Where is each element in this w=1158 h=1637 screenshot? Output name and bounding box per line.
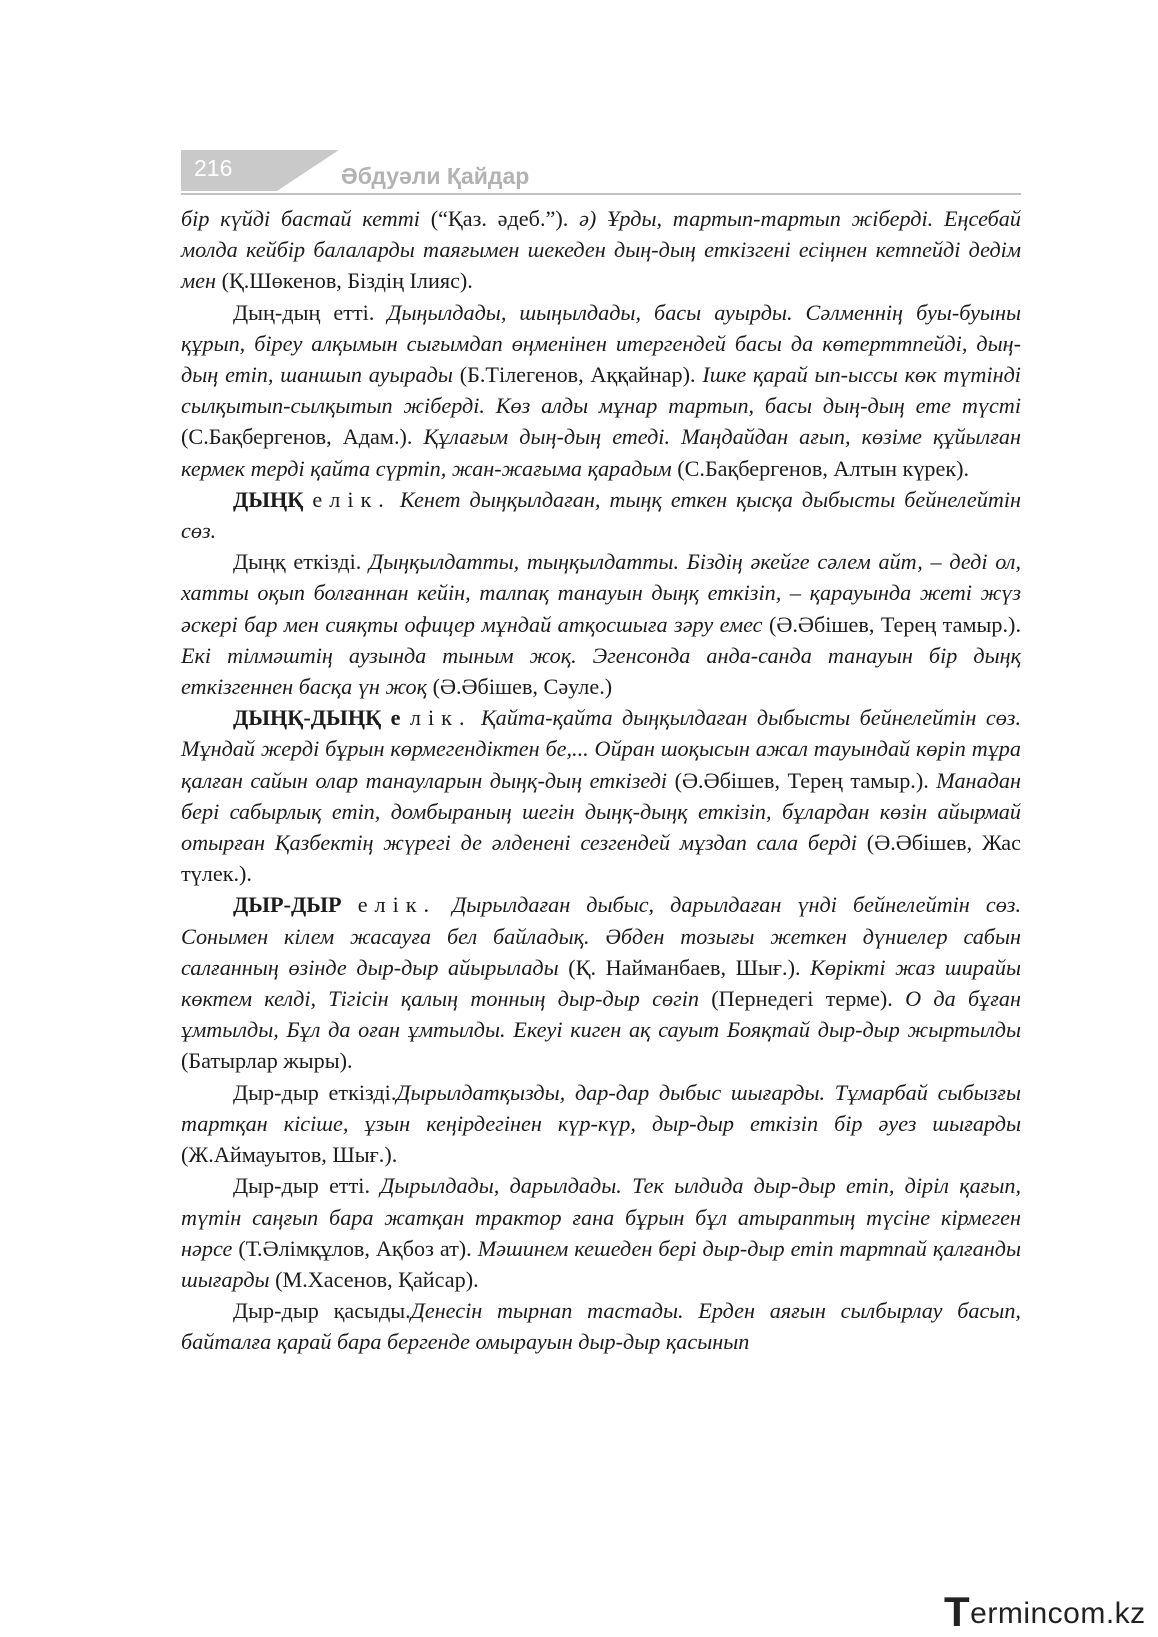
plain-text: Дың-дың етті. bbox=[233, 299, 388, 325]
example-text: Манадан бері сабырлық етіп, домбыраның шегін дыңқ-дыңқ еткізіп, бұлардан көзін айырмай отырған Қазбектің жүрегі де әлденені сезгендей мұздап сала берді bbox=[181, 767, 1021, 856]
plain-text: (Пернедегі терме). bbox=[699, 986, 906, 1012]
dictionary-paragraph bbox=[181, 203, 1021, 297]
dictionary-paragraph bbox=[181, 889, 1021, 1076]
plain-text bbox=[400, 705, 409, 730]
example-text: ә) Ұрды, тартып-тартып жіберді. Еңсебай молда кейбір балаларды таяғымен шекеден дың-дың еткізгені есіңнен кетпейді дедім мен bbox=[181, 206, 1021, 294]
headword: ДЫҢҚ bbox=[233, 486, 304, 512]
example-text: бір күйді бастай кетті bbox=[181, 206, 420, 231]
example-text: Кенет дыңқылдаған, тыңқ еткен қысқа дыбысты бейнелейтін сөз. bbox=[181, 486, 1022, 544]
example-text: Дырылдаған дыбыс, дарылдаған үнді бейнелейтін сөз. Сонымен кілем жасауға бел байладық. Әбден тозығы жеткен дүниелер сабын салғанның өзінде дыр-дыр айырылады bbox=[181, 892, 1021, 980]
example-text: Дырылдатқызды, дар-дар дыбыс шығарды. Тұмарбай сыбызғы тартқан кісіше, ұзын кеңірдегінен күр-күр, дыр-дыр еткізіп бір әуез шығарды bbox=[181, 1079, 1021, 1136]
plain-text: (М.Хасенов, Қайсар). bbox=[269, 1266, 479, 1292]
example-text: Дырылдады, дарылдады. Тек ылдида дыр-дыр етіп, діріл қағып, түтін саңғып бара жатқан трактор ғана бұрын бұл атыраптың түсіне кірмеген нәрсе bbox=[181, 1173, 1021, 1261]
part-of-speech: елік. bbox=[357, 892, 437, 918]
page-tab-wedge bbox=[277, 150, 339, 191]
page-header bbox=[181, 150, 1021, 196]
example-text: Құлағым дың-дың етеді. Маңдайдан ағып, көзіме құйылған кермек терді қайта сүртіп, жан-жағыма қарадым bbox=[181, 424, 1021, 481]
example-text: Ішке қарай ып-ыссы көк түтінді сылқытып-сылқытып жіберді. Көз алды мұнар тартып, басы дың-дың ете түсті bbox=[181, 362, 1021, 419]
plain-text: (С.Бақбергенов, Адам.). bbox=[181, 424, 424, 450]
plain-text: (Қ. Найманбаев, Шығ.). bbox=[558, 954, 811, 980]
plain-text bbox=[391, 487, 400, 512]
watermark-initial: T bbox=[944, 1588, 971, 1635]
dictionary-paragraph bbox=[181, 297, 1021, 484]
page-number: 216 bbox=[194, 155, 233, 181]
plain-text: Дыр-дыр еткізді. bbox=[233, 1079, 397, 1105]
watermark-text: ermincom.kz bbox=[970, 1597, 1146, 1630]
headword: ДЫР-ДЫР bbox=[233, 892, 342, 918]
example-text: Мәшинем кешеден бері дыр-дыр етіп тартпай қалғанды шығарды bbox=[181, 1235, 1022, 1292]
plain-text: (Ә.Әбішев, Терең тамыр.). bbox=[667, 767, 937, 793]
dictionary-paragraph bbox=[181, 702, 1021, 889]
plain-text: Б.Тілегенов, Аққайнар). bbox=[467, 362, 703, 388]
example-text: Дыңылдады, шыңылдады, басы ауырды. Сәлменнің буы-буыны құрып, біреу алқымын сығымдап өңменінен итергендей басы да көтерттпейді, дың-дың етіп, шаншып ауырады bbox=[181, 299, 1021, 388]
plain-text: (Ж.Аймауытов, Шығ.). bbox=[181, 1142, 398, 1168]
plain-text: (Т.Әлімқұлов, Ақбоз ат). bbox=[232, 1235, 478, 1261]
plain-text: (Ә.Әбішев, Жас түлек.). bbox=[181, 830, 1021, 887]
running-head-author: Әбдуәли Қайдар bbox=[341, 163, 530, 189]
header-rule bbox=[181, 193, 1021, 195]
plain-text: Дыңқ еткізді. bbox=[233, 549, 370, 575]
dictionary-paragraph bbox=[181, 1077, 1021, 1171]
example-text: Денесін тырнап тастады. Ерден аяғын сылбырлау басып, байталға қарай бара бергенде омырауын дыр-дыр қасынып bbox=[181, 1298, 1021, 1355]
dictionary-body bbox=[181, 203, 1021, 1358]
example-text: Қайта-қайта дыңқылдаған дыбысты бейнелейтін сөз. Мұндай жерді бұрын көрмегендіктен бе,... Ойран шоқысын ажал тауындай көріп тұра қалған сайын олар танауларын дыңқ-дың еткізеді bbox=[181, 705, 1021, 793]
plain-text: (“Қаз. әдеб.”). bbox=[419, 206, 580, 231]
dictionary-paragraph bbox=[181, 546, 1021, 702]
site-watermark bbox=[944, 1588, 1146, 1636]
dictionary-paragraph bbox=[181, 484, 1021, 546]
plain-text: Дыр-дыр қасыды. bbox=[233, 1298, 411, 1324]
example-text: Дыңқылдатты, тыңқылдатты. Біздің әкейге сәлем айт, – деді ол, хатты оқып болғаннан кейін, талпақ танауын дыңқ еткізіп, – қарауында жеті жүз әскері бар мен сияқты офицер мұндай атқосшыға зәру емес bbox=[181, 549, 1022, 637]
plain-text: (Қ.Шөкенов, Біздің Ілияс). bbox=[216, 268, 473, 294]
example-text: Екі тілмәштің аузында тыным жоқ. Эгенсонда анда-санда танауын бір дыңқ еткізгеннен басқа үн жоқ bbox=[181, 642, 1021, 700]
plain-text: Дыр-дыр етті. bbox=[233, 1173, 381, 1199]
part-of-speech: елік. bbox=[312, 486, 391, 512]
plain-text: ( bbox=[452, 362, 468, 388]
dictionary-paragraph bbox=[181, 1295, 1021, 1357]
plain-text: (С.Бақбергенов, Алтын күрек). bbox=[671, 455, 970, 481]
plain-text: (Батырлар жыры). bbox=[181, 1048, 353, 1074]
part-of-speech: лік. bbox=[409, 705, 472, 731]
plain-text bbox=[342, 892, 358, 917]
example-text: О да бұған ұмтылды, Бұл да оған ұмтылды. Екеуі киген ақ сауыт Бояқтай дыр-дыр жыртылды bbox=[181, 986, 1022, 1043]
plain-text: (Ә.Әбішев, Сәуле.) bbox=[427, 674, 613, 700]
plain-text bbox=[472, 705, 481, 730]
plain-text: (Ә.Әбішев, Терең тамыр.). bbox=[762, 611, 1021, 637]
plain-text bbox=[436, 892, 452, 917]
dictionary-paragraph bbox=[181, 1170, 1021, 1295]
headword: ДЫҢҚ-ДЫҢҚ е bbox=[233, 705, 401, 731]
example-text: Көрікті жаз ширайы көктем келді, Тігісін қалың тонның дыр-дыр сөгіп bbox=[181, 954, 1021, 1012]
